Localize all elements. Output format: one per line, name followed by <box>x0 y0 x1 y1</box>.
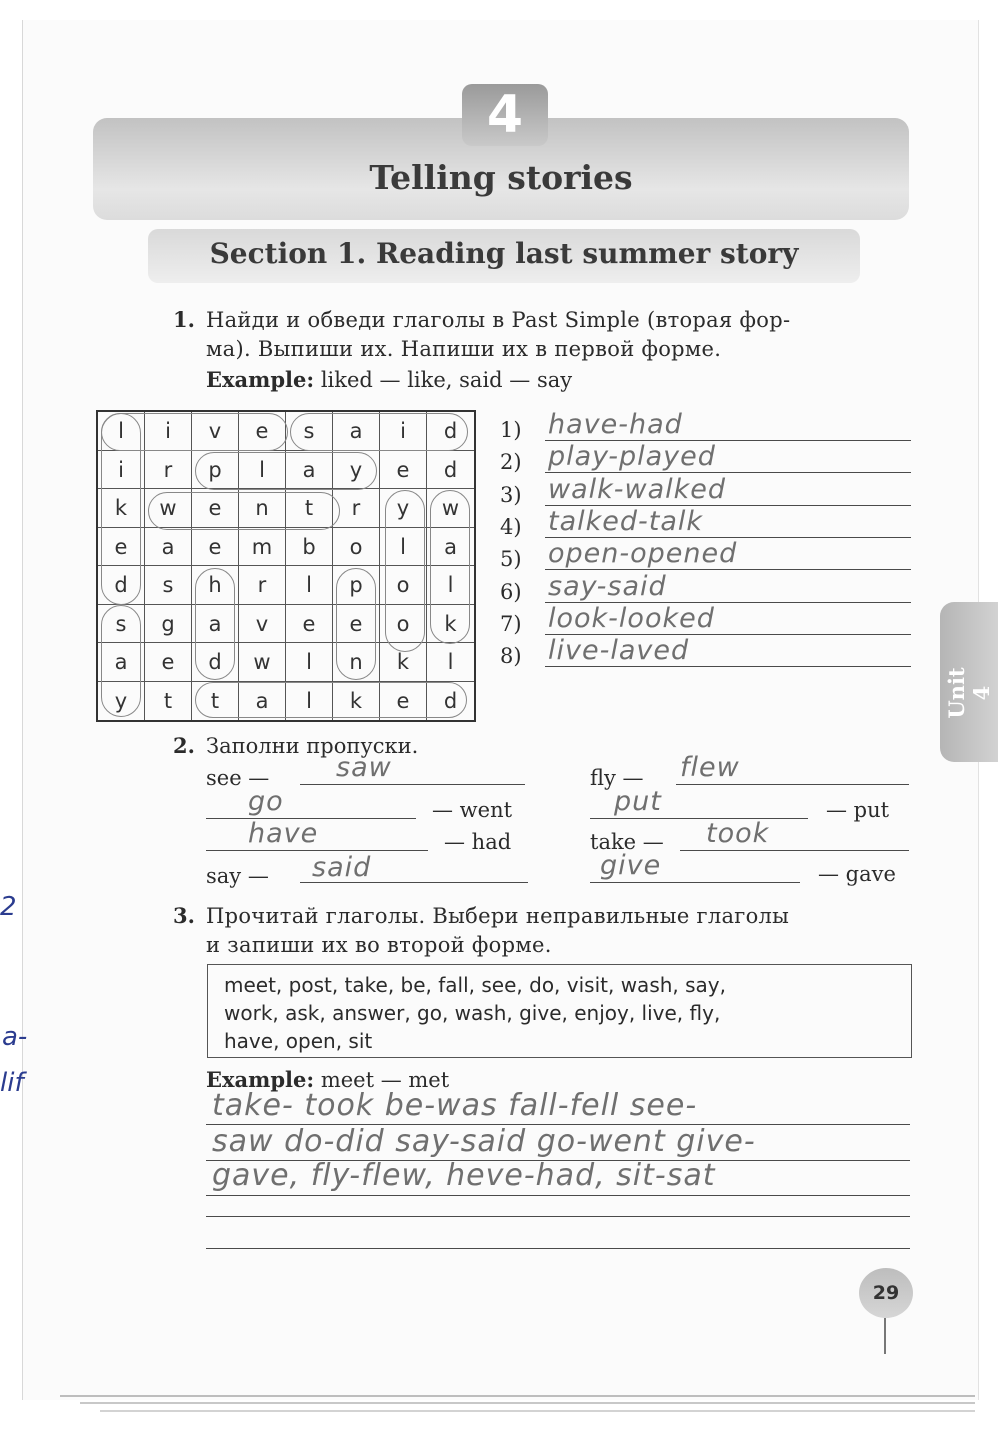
handwritten-answer: take- took be-was fall-fell see- <box>212 1088 698 1123</box>
page-edge <box>100 1410 975 1412</box>
grid-cell: l <box>286 566 333 605</box>
grid-cell: e <box>192 528 239 567</box>
verb-prompt: take — <box>590 830 664 854</box>
verb-list-line: have, open, sit <box>224 1029 373 1053</box>
handwritten-answer: saw do-did say-said go-went give- <box>212 1124 756 1159</box>
grid-cell: r <box>333 489 380 528</box>
margin-handwriting: lif <box>0 1068 24 1098</box>
grid-cell: y <box>380 489 427 528</box>
grid-cell: r <box>145 451 192 490</box>
answer-number: 3) <box>500 482 522 507</box>
exercise-instruction: Прочитай глаголы. Выбери неправильные глаголы <box>206 904 790 928</box>
verb-prompt: fly — <box>590 766 644 790</box>
exercise-number: 3. <box>173 903 195 928</box>
grid-cell: e <box>192 489 239 528</box>
answer-number: 2) <box>500 450 522 475</box>
exercise-instruction: и запиши их во второй форме. <box>206 933 552 957</box>
grid-cell: l <box>427 643 474 682</box>
answer-line <box>206 1248 910 1249</box>
answer-number: 5) <box>500 547 522 572</box>
grid-cell: e <box>286 605 333 644</box>
handwritten-answer: open-opened <box>548 538 738 570</box>
answer-number: 7) <box>500 611 522 636</box>
example-text: meet — met <box>320 1068 450 1092</box>
grid-cell: a <box>192 605 239 644</box>
verb-list-box <box>207 964 912 1058</box>
verb-list-line: meet, post, take, be, fall, see, do, visit, wash, say, <box>224 973 726 997</box>
grid-cell: v <box>192 412 239 451</box>
grid-cell: n <box>239 489 286 528</box>
exercise-instruction: Найди и обведи глаголы в Past Simple (вторая фор- <box>206 308 791 332</box>
grid-cell: o <box>333 528 380 567</box>
grid-cell: w <box>145 489 192 528</box>
verb-prompt: see — <box>206 766 270 790</box>
example-label: Example: <box>206 367 315 392</box>
verb-prompt: — gave <box>818 862 896 886</box>
handwritten-answer: gave, fly-flew, heve-had, sit-sat <box>212 1158 716 1193</box>
grid-cell: d <box>427 412 474 451</box>
grid-cell: h <box>192 566 239 605</box>
grid-cell: e <box>145 643 192 682</box>
answer-line <box>590 818 808 819</box>
grid-cell: l <box>239 451 286 490</box>
handwritten-answer: say-said <box>548 570 667 602</box>
verb-prompt: — had <box>444 830 512 854</box>
grid-cell: m <box>239 528 286 567</box>
example-line <box>206 366 572 394</box>
verb-prompt: — went <box>432 798 513 822</box>
grid-cell: l <box>98 412 145 451</box>
grid-cell: t <box>286 489 333 528</box>
grid-cell: d <box>443 688 458 713</box>
grid-cell: e <box>98 528 145 567</box>
answer-line <box>590 882 800 883</box>
page-number: 29 <box>859 1268 913 1318</box>
grid-cell: d <box>192 643 239 682</box>
handwritten-answer: talked-talk <box>548 505 704 537</box>
exercise-instruction: ма). Выпиши их. Напиши их в первой форме. <box>206 337 722 361</box>
unit-number-badge: 4 <box>462 84 548 146</box>
exercise-number: 1. <box>173 307 195 332</box>
example-label: Example: <box>206 1067 315 1092</box>
grid-cell: p <box>192 451 239 490</box>
grid-cell: e <box>380 451 427 490</box>
grid-cell: s <box>145 566 192 605</box>
handwritten-answer: saw <box>336 752 392 783</box>
grid-cell: e <box>239 412 286 451</box>
answer-line <box>206 850 428 851</box>
grid-cell: k <box>380 643 427 682</box>
grid-cell: l <box>427 566 474 605</box>
grid-cell: a <box>333 412 380 451</box>
handwritten-answer: walk-walked <box>548 473 727 505</box>
handwritten-answer: flew <box>680 752 740 783</box>
handwritten-answer: look-looked <box>548 602 715 634</box>
verb-prompt: — put <box>826 798 890 822</box>
answer-number: 1) <box>500 418 522 442</box>
grid-cell: l <box>286 643 333 682</box>
word-search-grid <box>96 410 476 722</box>
margin-handwriting: 2 <box>0 892 17 922</box>
grid-cell: t <box>192 682 239 721</box>
exercise-instruction: Заполни пропуски. <box>206 734 419 758</box>
grid-cell: e <box>380 682 427 721</box>
page-edge <box>80 1402 975 1404</box>
answer-line <box>206 1195 910 1196</box>
balloon-string <box>884 1318 886 1354</box>
example-text: liked — like, said — say <box>320 368 573 392</box>
answer-number: 6) <box>500 579 522 604</box>
grid-cell: w <box>239 643 286 682</box>
grid-cell: a <box>145 528 192 567</box>
margin-handwriting: a- <box>2 1022 28 1052</box>
verb-prompt: say — <box>206 864 269 888</box>
grid-cell: y <box>98 682 145 721</box>
handwritten-answer: give <box>600 850 662 881</box>
grid-cell: n <box>333 643 380 682</box>
grid-cell: p <box>333 566 380 605</box>
grid-cell: a <box>427 528 474 567</box>
exercise-number: 2. <box>173 733 195 758</box>
unit-title: Telling stories <box>369 158 633 197</box>
grid-cell: g <box>145 605 192 644</box>
grid-cell: a <box>98 643 145 682</box>
grid-cell: o <box>380 605 427 644</box>
grid-cell: y <box>333 451 380 490</box>
grid-cell: d <box>427 451 474 490</box>
grid-cell: k <box>98 489 145 528</box>
answer-line <box>300 784 525 785</box>
grid-cell: a <box>286 451 333 490</box>
handwritten-answer: have <box>248 818 319 849</box>
answer-number: 8) <box>500 644 522 669</box>
handwritten-answer: live-laved <box>548 635 690 667</box>
grid-cell: t <box>145 682 192 721</box>
grid-cell: v <box>239 605 286 644</box>
handwritten-answer: go <box>248 786 284 817</box>
section-title: Section 1. Reading last summer story <box>209 237 799 270</box>
handwritten-answer: put <box>614 786 662 817</box>
grid-cell: o <box>380 566 427 605</box>
answer-line <box>676 784 909 785</box>
grid-cell: i <box>98 451 145 490</box>
handwritten-answer: took <box>706 818 770 849</box>
grid-cell: l <box>286 682 333 721</box>
grid-cell: d <box>98 566 145 605</box>
answer-number: 4) <box>500 514 522 539</box>
unit-side-tab-label: Unit 4 <box>944 667 994 719</box>
grid-cell: e <box>333 605 380 644</box>
handwritten-answer: play-played <box>548 441 716 473</box>
grid-cell: k <box>333 682 380 721</box>
grid-cell: w <box>427 489 474 528</box>
answer-line <box>206 1216 910 1217</box>
grid-cell: a <box>239 682 286 721</box>
answer-line <box>680 850 909 851</box>
answer-line <box>545 666 911 667</box>
grid-cell: i <box>380 412 427 451</box>
page-edge <box>60 1395 975 1397</box>
grid-cell: k <box>427 605 474 644</box>
handwritten-answer: said <box>312 852 372 883</box>
grid-cell: i <box>145 412 192 451</box>
verb-list-line: work, ask, answer, go, wash, give, enjoy, live, fly, <box>224 1001 721 1025</box>
grid-cell: l <box>380 528 427 567</box>
grid-cell: b <box>286 528 333 567</box>
grid-cell: s <box>98 605 145 644</box>
grid-cell: r <box>239 566 286 605</box>
grid-cell: s <box>286 412 333 451</box>
handwritten-answer: have-had <box>548 409 683 440</box>
